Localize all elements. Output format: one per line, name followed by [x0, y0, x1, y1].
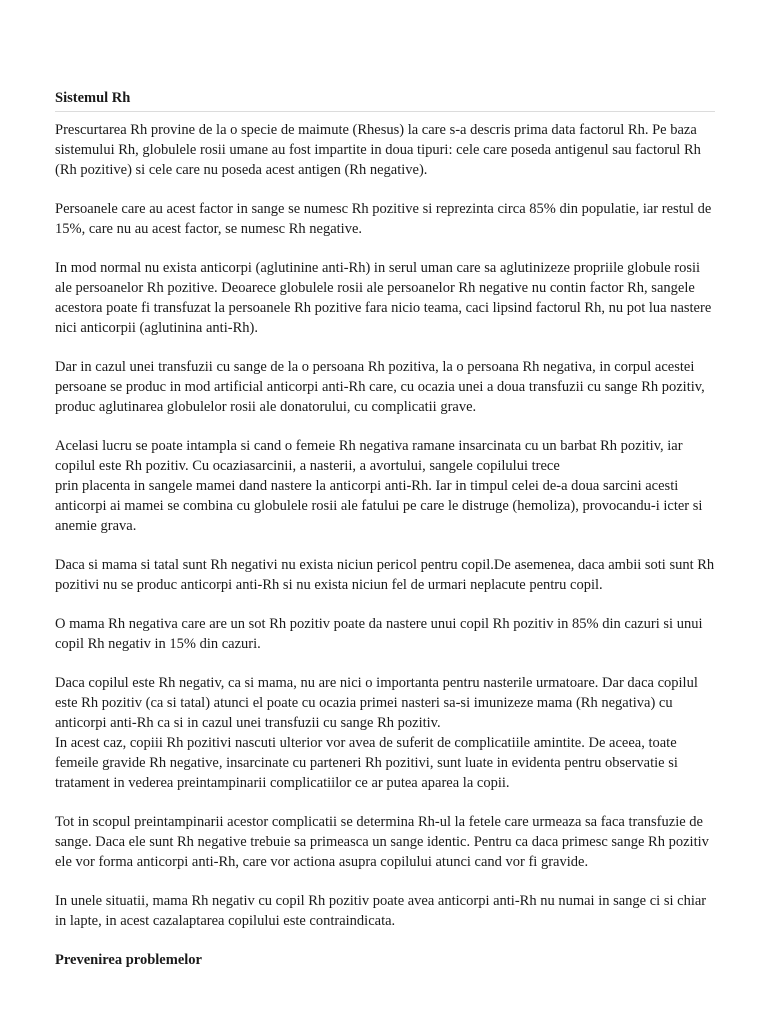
- paragraph-4: Dar in cazul unei transfuzii cu sange de la o persoana Rh pozitiva, la o persoana Rh negativa, in corpul acestei persoane se produc in mod artificial anticorpi anti-Rh care, cu ocazia unei a doua transfuzii cu sange Rh pozitiv, produc aglutinarea globulelor rosii ale donatorului, cu complicatii grave.: [55, 359, 705, 415]
- document-page: [55, 88, 715, 970]
- paragraph-7: O mama Rh negativa care are un sot Rh pozitiv poate da nastere unui copil Rh pozitiv in 85% din cazuri si unui copil Rh negativ in 15% din cazuri.: [55, 616, 703, 652]
- paragraph-3: In mod normal nu exista anticorpi (aglutinine anti-Rh) in serul uman care sa aglutinizeze propriile globule rosii ale persoanelor Rh pozitive. Deoarece globulele rosii ale persoanelor Rh negative nu contin factor Rh, sangele acestora poate fi transfuzat la persoanele Rh pozitive fara nicio teama, caci lipsind factorul Rh, nu pot lua nastere nici anticorpii (aglutinina anti-Rh).: [55, 260, 712, 336]
- paragraph-10: In unele situatii, mama Rh negativ cu copil Rh pozitiv poate avea anticorpi anti-Rh nu numai in sange ci si chiar in lapte, in acest cazalaptarea copilului este contraindicata.: [55, 893, 707, 929]
- paragraph-1: Prescurtarea Rh provine de la o specie de maimute (Rhesus) la care s-a descris prima data factorul Rh. Pe baza sistemului Rh, globulele rosii umane au fost impartite in doua tipuri: cele care poseda antigenul sau factorul Rh (Rh pozitive) si cele care nu poseda acest antigen (Rh negative).: [55, 122, 701, 178]
- paragraph-5: Acelasi lucru se poate intampla si cand o femeie Rh negativa ramane insarcinata cu un barbat Rh pozitiv, iar copilul este Rh pozitiv. Cu ocaziasarcinii, a nasterii, a avortului, sangele copilului trece prin placenta in sangele mamei dand nastere la anticorpi anti-Rh. Iar in timpul celei de-a doua sarcini acesti anticorpi ai mamei se combina cu globulele rosii ale fatului pe care le distruge (hemoliza), provocandu-i icter si anemie grava.: [55, 438, 703, 534]
- paragraph-6: Daca si mama si tatal sunt Rh negativi nu exista niciun pericol pentru copil.De asemenea, daca ambii soti sunt Rh pozitivi nu se produc anticorpi anti-Rh si nu exista niciun fel de urmari neplacute pentru copil.: [55, 557, 715, 593]
- title-divider: [55, 111, 715, 112]
- paragraph-2: Persoanele care au acest factor in sange se numesc Rh pozitive si reprezinta circa 85% din populatie, iar restul de 15%, care nu au acest factor, se numesc Rh negative.: [55, 201, 712, 237]
- document-title: Sistemul Rh: [55, 90, 131, 106]
- paragraph-8: Daca copilul este Rh negativ, ca si mama, nu are nici o importanta pentru nasterile urmatoare. Dar daca copilul este Rh pozitiv (ca si tatal) atunci el poate cu ocazia primei nasteri sa-si imunizeze mama (Rh negativa) cu anticorpi anti-Rh ca si in cazul unei transfuzii cu sange Rh pozitiv. In acest caz, copiii Rh pozitivi nascuti ulterior vor avea de suferit de complicatiile amintite. De aceea, toate femeile gravide Rh negative, insarcinate cu parteneri Rh pozitivi, sunt luate in evidenta pentru observatie si tratament in vederea preintampinarii complicatiilor ce ar putea aparea la copii.: [55, 675, 698, 791]
- section-heading: Prevenirea problemelor: [55, 952, 202, 968]
- paragraph-9: Tot in scopul preintampinarii acestor complicatii se determina Rh-ul la fetele care urmeaza sa faca transfuzie de sange. Daca ele sunt Rh negative trebuie sa primeasca un sange identic. Pentru ca daca primesc sange Rh pozitiv ele vor forma anticorpi anti-Rh, care vor actiona asupra copilului atunci cand vor fi gravide.: [55, 814, 709, 870]
